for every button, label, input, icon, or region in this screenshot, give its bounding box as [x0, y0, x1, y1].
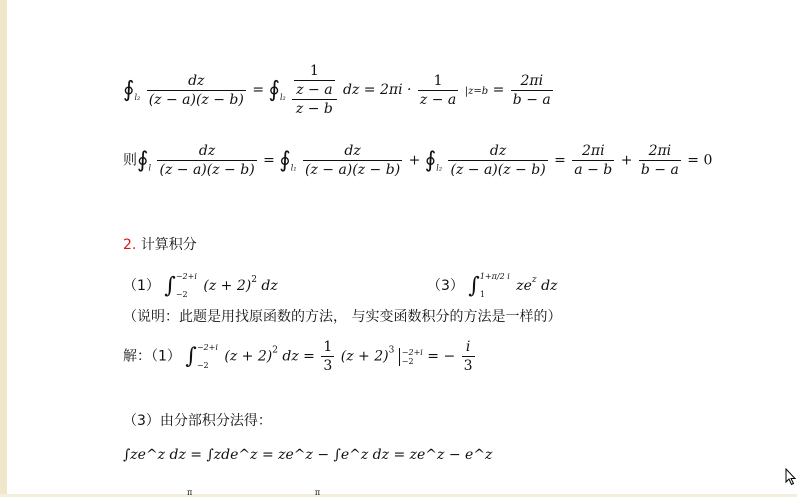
- integral-limits: [480, 272, 510, 300]
- exponent: 2: [251, 275, 257, 285]
- antiderivative: (z + 2): [340, 348, 389, 365]
- integral-symbol: ∫: [468, 273, 480, 299]
- fraction-denominator: z − a: [419, 91, 457, 108]
- integral-limits: [197, 343, 218, 371]
- result-text: = 0: [687, 152, 713, 169]
- fraction-numerator: dz: [303, 142, 402, 161]
- equals-sign: = −: [427, 348, 456, 365]
- exponent: 3: [388, 345, 395, 356]
- fraction-denominator: (z − a)(z − b): [159, 162, 255, 178]
- differential: dz: [261, 278, 278, 294]
- upper-limit: 1+π/2 i: [479, 272, 510, 281]
- fraction-numerator: 1: [418, 72, 458, 91]
- section-heading: [123, 234, 197, 254]
- fraction-denominator: 3: [463, 358, 473, 374]
- lower-limit: −2: [196, 360, 209, 370]
- integral-limits: [176, 272, 197, 300]
- fraction: [448, 142, 547, 179]
- integral-symbol: ∫: [164, 273, 176, 299]
- eval-lower: −2: [401, 356, 414, 366]
- fraction-numerator: 2πi: [639, 142, 681, 161]
- section-title: 计算积分: [140, 237, 197, 253]
- evaluation-bar: |z=b: [464, 86, 489, 97]
- contour-integral-symbol: ∮: [279, 148, 291, 173]
- eval-upper: −2+i: [401, 347, 423, 357]
- contour-integral-symbol: ∮: [268, 77, 280, 103]
- fraction-denominator: b − a: [512, 91, 551, 108]
- problem-3: [427, 272, 557, 300]
- fraction-numerator: dz: [157, 142, 256, 161]
- pi-fragment: π: [314, 488, 321, 497]
- note-text: （说明：此题是用找原函数的方法， 与实变函数积分的方法是一样的）: [123, 309, 562, 325]
- equals-sign: =: [252, 82, 265, 98]
- fraction-denominator: (z − a)(z − b): [304, 162, 401, 178]
- problem-label: （3）: [427, 278, 464, 294]
- lower-limit: −2: [175, 290, 188, 299]
- integrand: ze: [516, 278, 532, 294]
- equation-2: [123, 142, 712, 179]
- contour-integral-symbol: ∮: [424, 148, 437, 173]
- fraction: [462, 338, 475, 375]
- fraction-denominator: z − b: [295, 101, 333, 117]
- viewer-right-edge: [785, 0, 797, 494]
- contour-integral-symbol: ∮: [123, 77, 135, 103]
- contour-subscript: l₂: [436, 163, 443, 173]
- integrand: (z + 2): [203, 278, 252, 294]
- contour-integral-symbol: ∮: [137, 148, 149, 173]
- equation-1: [123, 62, 555, 118]
- upper-limit: −2+i: [196, 342, 218, 352]
- integrand: (z + 2): [224, 348, 273, 365]
- fraction-denominator: (z − a)(z − b): [450, 162, 546, 178]
- differential: dz =: [282, 348, 315, 365]
- fraction-denominator: a − b: [574, 162, 613, 178]
- fraction-numerator: [292, 62, 336, 100]
- plus-sign: +: [408, 152, 421, 169]
- exponent: z: [531, 275, 537, 285]
- differential: dz: [541, 278, 558, 294]
- integral-symbol: ∫: [185, 344, 197, 369]
- fraction-denominator: 3: [323, 358, 333, 374]
- nested-fraction: [292, 62, 336, 118]
- fraction: [303, 142, 402, 179]
- fraction: [157, 142, 256, 179]
- contour-subscript: l: [148, 163, 152, 173]
- problem-label: （1）: [123, 278, 160, 294]
- fraction-denominator: b − a: [640, 162, 679, 178]
- fraction: [321, 338, 334, 375]
- prefix-text: 则: [123, 152, 137, 169]
- inner-fraction: [294, 62, 334, 99]
- exponent: 2: [272, 345, 278, 356]
- math-text: dz = 2πi ·: [343, 82, 412, 98]
- solution-1: [123, 338, 477, 375]
- fraction-numerator: 2πi: [511, 72, 553, 91]
- equals-sign: =: [554, 152, 566, 169]
- section-number: 2.: [123, 237, 137, 253]
- viewer-left-margin: [0, 0, 7, 494]
- problem-1: [123, 272, 278, 300]
- fraction-denominator: (z − a)(z − b): [148, 91, 244, 108]
- mouse-cursor-icon: [785, 468, 797, 486]
- contour-subscript: l₂: [279, 93, 286, 102]
- fraction-numerator: dz: [147, 72, 246, 91]
- contour-subscript: l₁: [290, 163, 297, 173]
- fraction-numerator: 2πi: [572, 142, 614, 161]
- fraction: [572, 142, 614, 179]
- fraction-numerator: i: [462, 338, 475, 357]
- solution-3-equation: ∫ze^z dz = ∫zde^z = ze^z − ∫e^z dz = ze^z − e^z: [123, 447, 493, 463]
- fraction-numerator: 1: [294, 62, 334, 81]
- fraction: [639, 142, 681, 179]
- evaluation-bar: [399, 348, 423, 366]
- plus-sign: +: [620, 152, 633, 169]
- fraction: [147, 72, 246, 109]
- fraction: [418, 72, 458, 109]
- contour-subscript: l₂: [134, 93, 141, 102]
- solution-label: 解：（1）: [123, 348, 181, 365]
- next-line-fragment: [187, 488, 320, 497]
- equals-sign: =: [263, 152, 275, 169]
- equals-sign: =: [492, 82, 505, 98]
- lower-limit: 1: [479, 290, 485, 299]
- fraction: [511, 72, 553, 109]
- solution-3-intro: （3）由分部积分法得：: [123, 413, 272, 429]
- fraction-numerator: dz: [448, 142, 547, 161]
- fraction-denominator: z − a: [296, 82, 333, 98]
- fraction-numerator: 1: [323, 339, 333, 355]
- upper-limit: −2+i: [175, 272, 197, 281]
- pi-fragment: π: [187, 488, 193, 497]
- document-page: [7, 0, 785, 497]
